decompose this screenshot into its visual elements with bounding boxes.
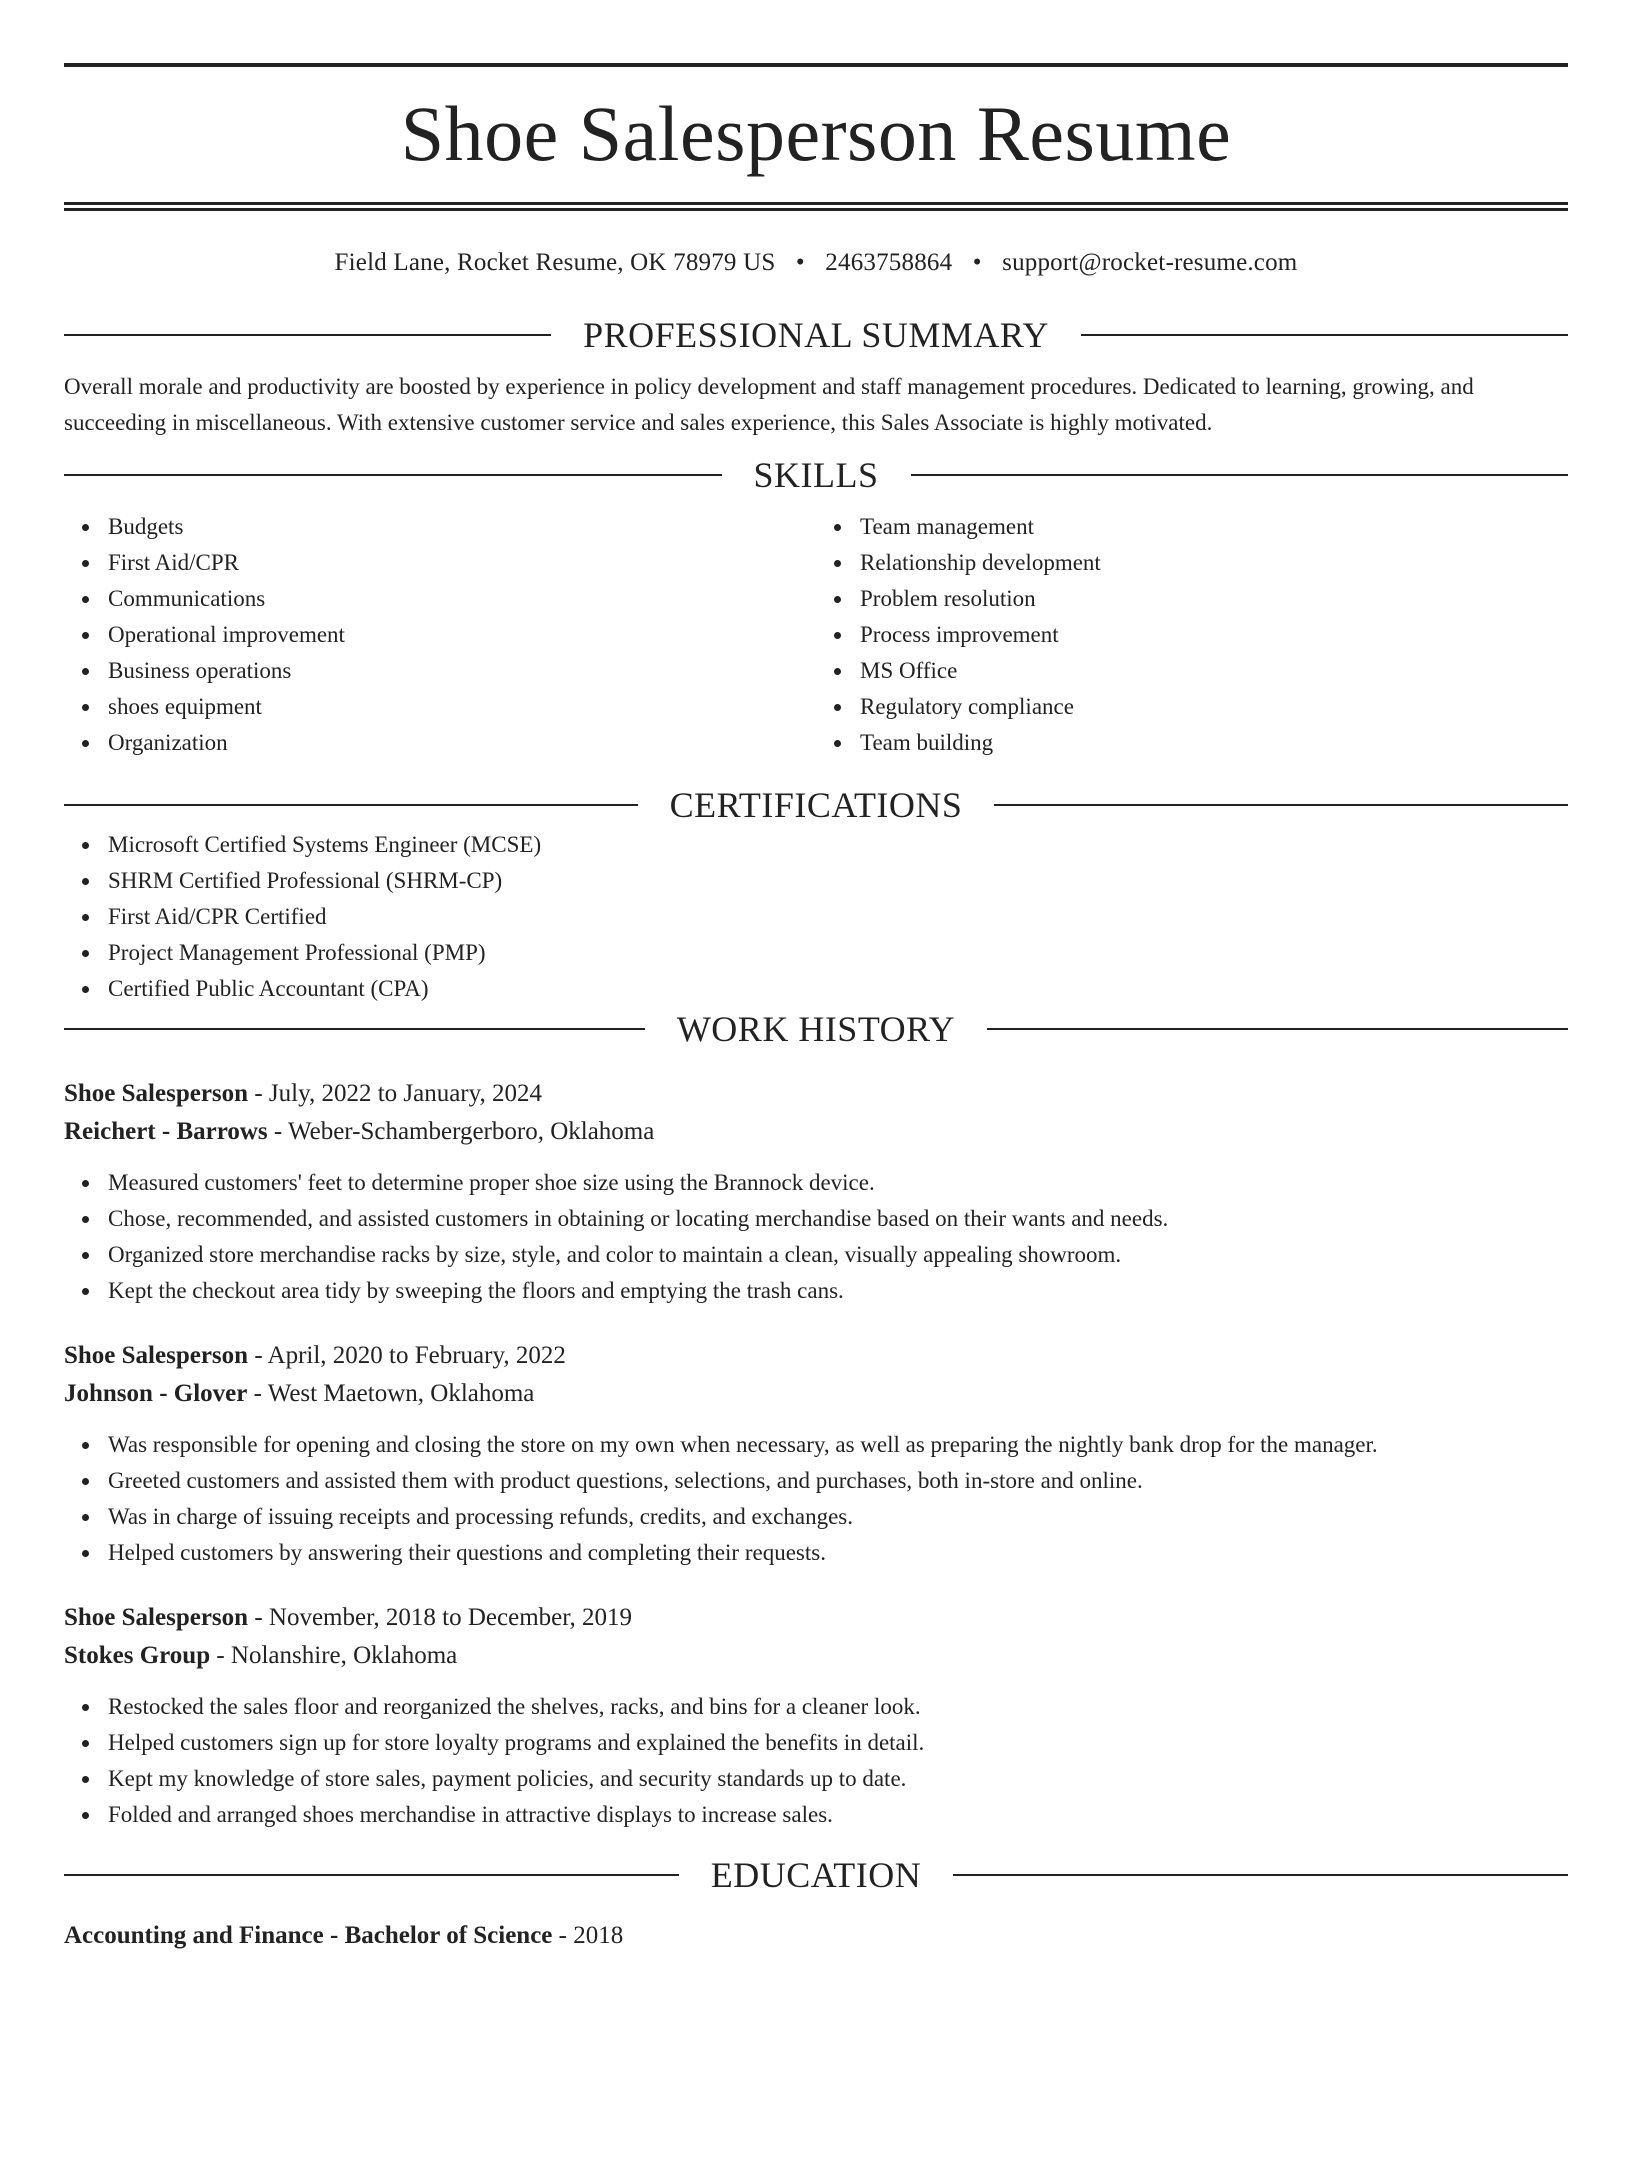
section-rule [994,804,1568,806]
contact-address: Field Lane, Rocket Resume, OK 78979 US [334,249,776,276]
section-header-certifications [64,783,1568,827]
skill-item: Relationship development [860,545,1568,581]
section-rule [64,474,722,476]
resume-title: Shoe Salesperson Resume [400,90,1232,177]
job-title: Shoe Salesperson [64,1342,249,1369]
job-entry [64,1599,1568,1833]
contact-phone: 2463758864 [825,249,953,276]
job-duty: Helped customers sign up for store loyalty programs and explained the benefits in detail. [108,1725,1568,1761]
section-rule [953,1874,1568,1876]
job-company: Reichert - Barrows [64,1118,268,1145]
job-entry [64,1075,1568,1309]
job-title-line [64,1337,1568,1375]
summary-text: Overall morale and productivity are boosted by experience in policy development and staff management procedures. Dedicated to learning, growing, and succeeding in miscellaneous. With extensive customer service and sales experience, this Sales Associate is highly motivated. [64,374,1474,435]
section-rule [64,1874,679,1876]
skill-item: Team building [860,725,1568,761]
certification-item: Certified Public Accountant (CPA) [108,971,1568,1007]
section-title: EDUCATION [710,1855,922,1895]
job-duty: Folded and arranged shoes merchandise in attractive displays to increase sales. [108,1797,1568,1833]
job-duty: Kept the checkout area tidy by sweeping the floors and emptying the trash cans. [108,1273,1568,1309]
skill-item: Operational improvement [108,617,816,653]
skill-item: Organization [108,725,816,761]
job-company: Johnson - Glover [64,1380,248,1407]
job-duty: Greeted customers and assisted them with product questions, selections, and purchases, both in-store and online. [108,1463,1568,1499]
section-rule [64,334,551,336]
section-rule [911,474,1569,476]
skill-item: Business operations [108,653,816,689]
section-header-education [64,1853,1568,1897]
section-header-summary [64,313,1568,357]
job-duty: Helped customers by answering their questions and completing their requests. [108,1535,1568,1571]
job-location: - Weber-Schambergerboro, Oklahoma [267,1118,655,1145]
certification-item: Project Management Professional (PMP) [108,935,1568,971]
job-duty: Was responsible for opening and closing the store on my own when necessary, as well as preparing the nightly bank drop for the manager. [108,1427,1568,1463]
job-duty: Measured customers' feet to determine proper shoe size using the Brannock device. [108,1165,1568,1201]
certifications-list [64,827,1568,1007]
job-duties [64,1689,1568,1833]
skill-item: Team management [860,509,1568,545]
contact-email: support@rocket-resume.com [1002,249,1298,276]
job-dates: - July, 2022 to January, 2024 [248,1080,543,1107]
certification-item: First Aid/CPR Certified [108,899,1568,935]
education-entry [64,1917,1568,1955]
skills-grid [64,509,1568,761]
skill-item: Communications [108,581,816,617]
certification-item: Microsoft Certified Systems Engineer (MCSE) [108,827,1568,863]
contact-separator: • [795,249,805,276]
skills-list-left [64,509,816,761]
job-duty: Restocked the sales floor and reorganized the shelves, racks, and bins for a cleaner look. [108,1689,1568,1725]
skill-item: Budgets [108,509,816,545]
section-rule [987,1028,1568,1030]
job-dates: - November, 2018 to December, 2019 [248,1604,633,1631]
job-company-line [64,1637,1568,1675]
section-title: SKILLS [753,455,879,495]
job-entry [64,1337,1568,1571]
section-title: WORK HISTORY [676,1009,956,1049]
job-title: Shoe Salesperson [64,1604,249,1631]
job-duty: Kept my knowledge of store sales, payment policies, and security standards up to date. [108,1761,1568,1797]
contact-line [64,247,1568,279]
skill-item: First Aid/CPR [108,545,816,581]
job-duty: Organized store merchandise racks by size, style, and color to maintain a clean, visually appealing showroom. [108,1237,1568,1273]
certification-item: SHRM Certified Professional (SHRM-CP) [108,863,1568,899]
skills-list-right [816,509,1568,761]
skill-item: MS Office [860,653,1568,689]
skill-item: shoes equipment [108,689,816,725]
job-duties [64,1427,1568,1571]
education-degree: Accounting and Finance - Bachelor of Science [64,1922,553,1949]
title-double-rule [64,202,1568,211]
section-rule [1081,334,1568,336]
job-duty: Chose, recommended, and assisted customers in obtaining or locating merchandise based on their wants and needs. [108,1201,1568,1237]
section-header-work-history [64,1007,1568,1051]
job-location: - West Maetown, Oklahoma [247,1380,535,1407]
job-title: Shoe Salesperson [64,1080,249,1107]
job-title-line [64,1075,1568,1113]
top-rule [64,63,1568,67]
section-title: CERTIFICATIONS [669,785,963,825]
job-duties [64,1165,1568,1309]
section-rule [64,1028,645,1030]
resume-page [0,63,1632,2175]
job-title-line [64,1599,1568,1637]
job-duty: Was in charge of issuing receipts and processing refunds, credits, and exchanges. [108,1499,1568,1535]
skill-item: Regulatory compliance [860,689,1568,725]
job-dates: - April, 2020 to February, 2022 [248,1342,566,1369]
section-rule [64,804,638,806]
contact-separator: • [972,249,982,276]
job-company-line [64,1113,1568,1151]
education-year: - 2018 [552,1922,624,1949]
skill-item: Process improvement [860,617,1568,653]
job-location: - Nolanshire, Oklahoma [210,1642,458,1669]
section-title: PROFESSIONAL SUMMARY [583,315,1049,355]
job-company: Stokes Group [64,1642,211,1669]
section-header-skills [64,453,1568,497]
job-company-line [64,1375,1568,1413]
skill-item: Problem resolution [860,581,1568,617]
